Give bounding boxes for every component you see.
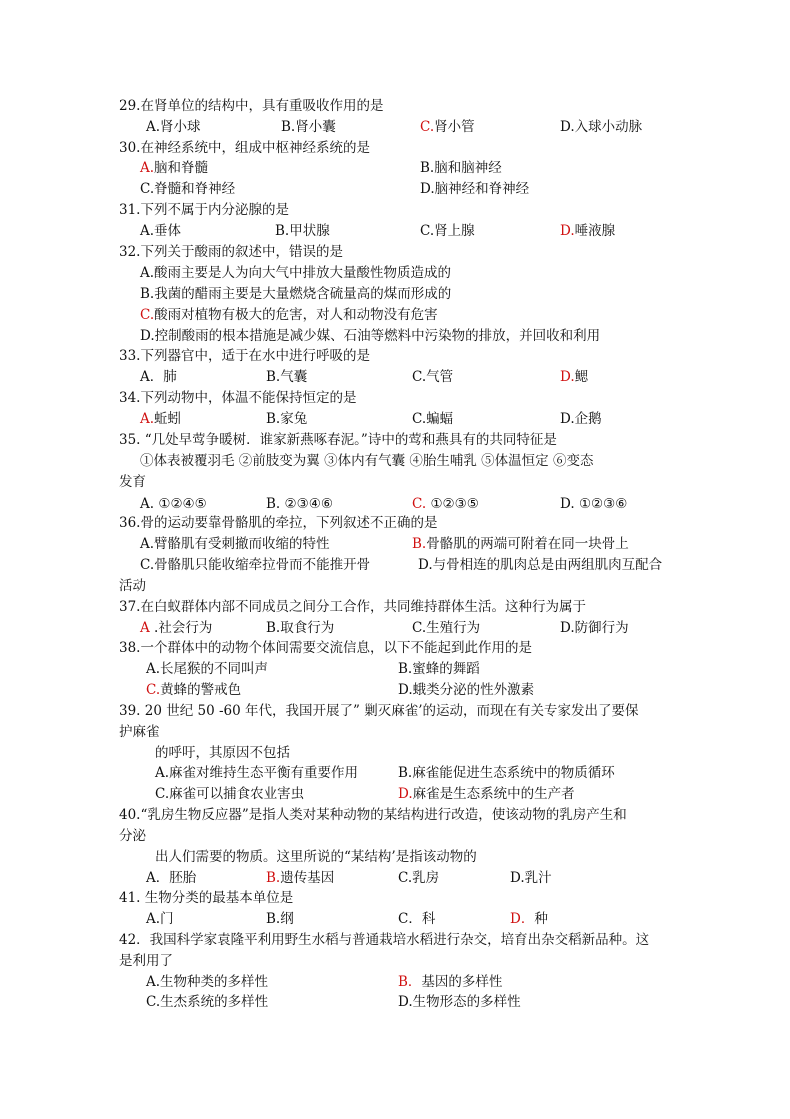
question-40-stem-line2: 分泌 (119, 828, 146, 844)
q34-option-c: C.蝙蝠 (412, 411, 454, 427)
q30-option-b: B.脑和脑神经 (420, 160, 502, 176)
question-34-stem: 34.下列动物中，体温不能保持恒定的是 (119, 390, 357, 406)
question-32-stem: 32.下列关于酸雨的叙述中，错误的是 (119, 244, 343, 260)
question-39-stem-line2: 护麻雀 (119, 724, 160, 740)
q37-option-b: B.取食行为 (266, 620, 335, 636)
q33-option-a: A．肺 (140, 369, 177, 385)
q29-option-c: C.肾小管 (420, 119, 475, 135)
q33-option-d: D.鳃 (560, 369, 589, 385)
q39-option-c: C.麻雀可以捕食农业害虫 (155, 786, 305, 802)
question-40-stem: 40.“乳房生物反应器”是指人类对某种动物的某结构进行改造，使该动物的乳房产生和 (119, 807, 627, 823)
question-40-stem-line3: 出人们需要的物质。这里所说的“某结构’是指该动物的 (155, 849, 477, 865)
question-36-stem: 36.骨的运动要靠骨骼肌的牵拉，下列叙述不正确的是 (119, 515, 438, 531)
q35-traits-continued: 发育 (119, 474, 146, 490)
q34-option-b: B.家兔 (266, 411, 308, 427)
question-33-stem: 33.下列器官中，适于在水中进行呼吸的是 (119, 348, 370, 364)
q29-option-d: D.入球小动脉 (560, 119, 643, 135)
q41-option-b: B.纲 (266, 911, 294, 927)
q37-option-d: D.防御行为 (560, 620, 629, 636)
q32-option-b: B.我菌的醋雨主要是大量燃烧含硫量高的煤而形成的 (140, 286, 452, 302)
q42-option-a: A.生物种类的多样性 (146, 974, 269, 990)
question-31-stem: 31.下列不属于内分泌腺的是 (119, 202, 289, 218)
q35-traits: ①体表被覆羽毛 ②前肢变为翼 ③体内有气囊 ④胎生哺乳 ⑤体温恒定 ⑥变态 (140, 453, 594, 469)
question-35-stem: 35. “几处早莺争暖树．谁家新燕啄春泥。”诗中的莺和燕具有的共同特征是 (119, 432, 557, 448)
q32-option-d: D.控制酸雨的根本措施是减少媒、石油等燃料中污染物的排放，并回收和利用 (140, 328, 601, 344)
q37-option-c: C.生殖行为 (412, 620, 481, 636)
q39-option-b: B.麻雀能促进生态系统中的物质循环 (398, 765, 615, 781)
q30-option-d: D.脑神经和脊神经 (420, 181, 530, 197)
q30-option-a: A.脑和脊髓 (140, 160, 209, 176)
q38-option-b: B.蜜蜂的舞蹈 (398, 661, 480, 677)
question-42-stem-line2: 是利用了 (119, 953, 173, 969)
q42-option-d: D.生物形态的多样性 (398, 994, 521, 1010)
q31-option-d: D.唾液腺 (560, 223, 616, 239)
q38-option-d: D.蛾类分泌的性外激素 (398, 682, 535, 698)
question-38-stem: 38.一个群体中的动物个体间需要交流信息，以下不能起到此作用的是 (119, 640, 532, 656)
q31-option-b: B.甲状腺 (275, 223, 330, 239)
q41-option-c: C．科 (398, 911, 436, 927)
q38-option-c: C.黄蜂的警戒色 (146, 682, 242, 698)
q34-option-d: D.企鹅 (560, 411, 602, 427)
q31-option-a: A.垂体 (140, 223, 182, 239)
q40-option-b: B.遗传基因 (266, 870, 335, 886)
q29-option-a: A.肾小球 (146, 119, 201, 135)
q38-option-a: A.长尾猴的不同叫声 (146, 661, 269, 677)
q35-option-a: A. ①②④⑤ (140, 496, 207, 512)
question-39-stem-line3: 的呼吁，其原因不包括 (155, 745, 290, 761)
q42-option-c: C.生杰系统的多样性 (146, 994, 269, 1010)
q37-option-a: A .社会行为 (140, 620, 213, 636)
q40-option-a: A．胚胎 (146, 870, 197, 886)
q39-option-d: D.麻雀是生态系统中的生产者 (398, 786, 575, 802)
question-29-stem: 29.在肾单位的结构中，具有重吸收作用的是 (119, 98, 384, 114)
q30-option-c: C.脊髓和脊神经 (140, 181, 236, 197)
question-39-stem: 39. 20 世纪 50 -60 年代，我国开展了” 剿灭麻雀’的运动，而现在有关专家发出了要保 (119, 703, 639, 719)
q41-option-a: A.门 (146, 911, 174, 927)
q41-option-d: D．种 (510, 911, 548, 927)
q35-option-d: D. ①②③⑥ (560, 496, 628, 512)
q42-option-b: B．基因的多样性 (398, 974, 503, 990)
q33-option-b: B.气囊 (266, 369, 308, 385)
q33-option-c: C.气管 (412, 369, 454, 385)
q36-option-a: A.臂骼肌有受刺撤而收缩的特性 (140, 536, 330, 552)
q36-option-d: D.与骨相连的肌肉总是由两组肌肉互配合 (418, 557, 663, 573)
q32-option-a: A.酸雨主要是人为向大气中排放大量酸性物质造成的 (140, 265, 452, 281)
question-41-stem: 41. 生物分类的最基本单位是 (119, 890, 294, 906)
q40-option-d: D.乳汁 (510, 870, 552, 886)
q31-option-c: C.肾上腺 (420, 223, 475, 239)
q29-option-b: B.肾小囊 (281, 119, 336, 135)
q34-option-a: A.蚯蚓 (140, 411, 182, 427)
q36-continued: 活动 (119, 578, 146, 594)
question-42-stem: 42．我国科学家袁隆平利用野生水稻与普通栽培水稻进行杂交，培育出杂交稻新品种。这 (119, 932, 650, 948)
question-30-stem: 30.在神经系统中，组成中枢神经系统的是 (119, 140, 370, 156)
q39-option-a: A.麻雀对维持生态平衡有重要作用 (155, 765, 359, 781)
question-37-stem: 37.在白蚁群体内部不同成员之间分工合作，共同维持群体生活。这种行为属于 (119, 599, 586, 615)
q32-option-c: C.酸雨对植物有极大的危害，对人和动物没有危害 (140, 307, 438, 323)
q36-option-b: B.骨骼肌的两端可附着在同一块骨上 (412, 536, 629, 552)
q35-option-c: C. ①②③⑤ (412, 496, 479, 512)
q35-option-b: B. ②③④⑥ (266, 496, 333, 512)
q40-option-c: C.乳房 (398, 870, 440, 886)
q36-option-c: C.骨骼肌只能收缩牵拉骨而不能推开骨 (140, 557, 371, 573)
